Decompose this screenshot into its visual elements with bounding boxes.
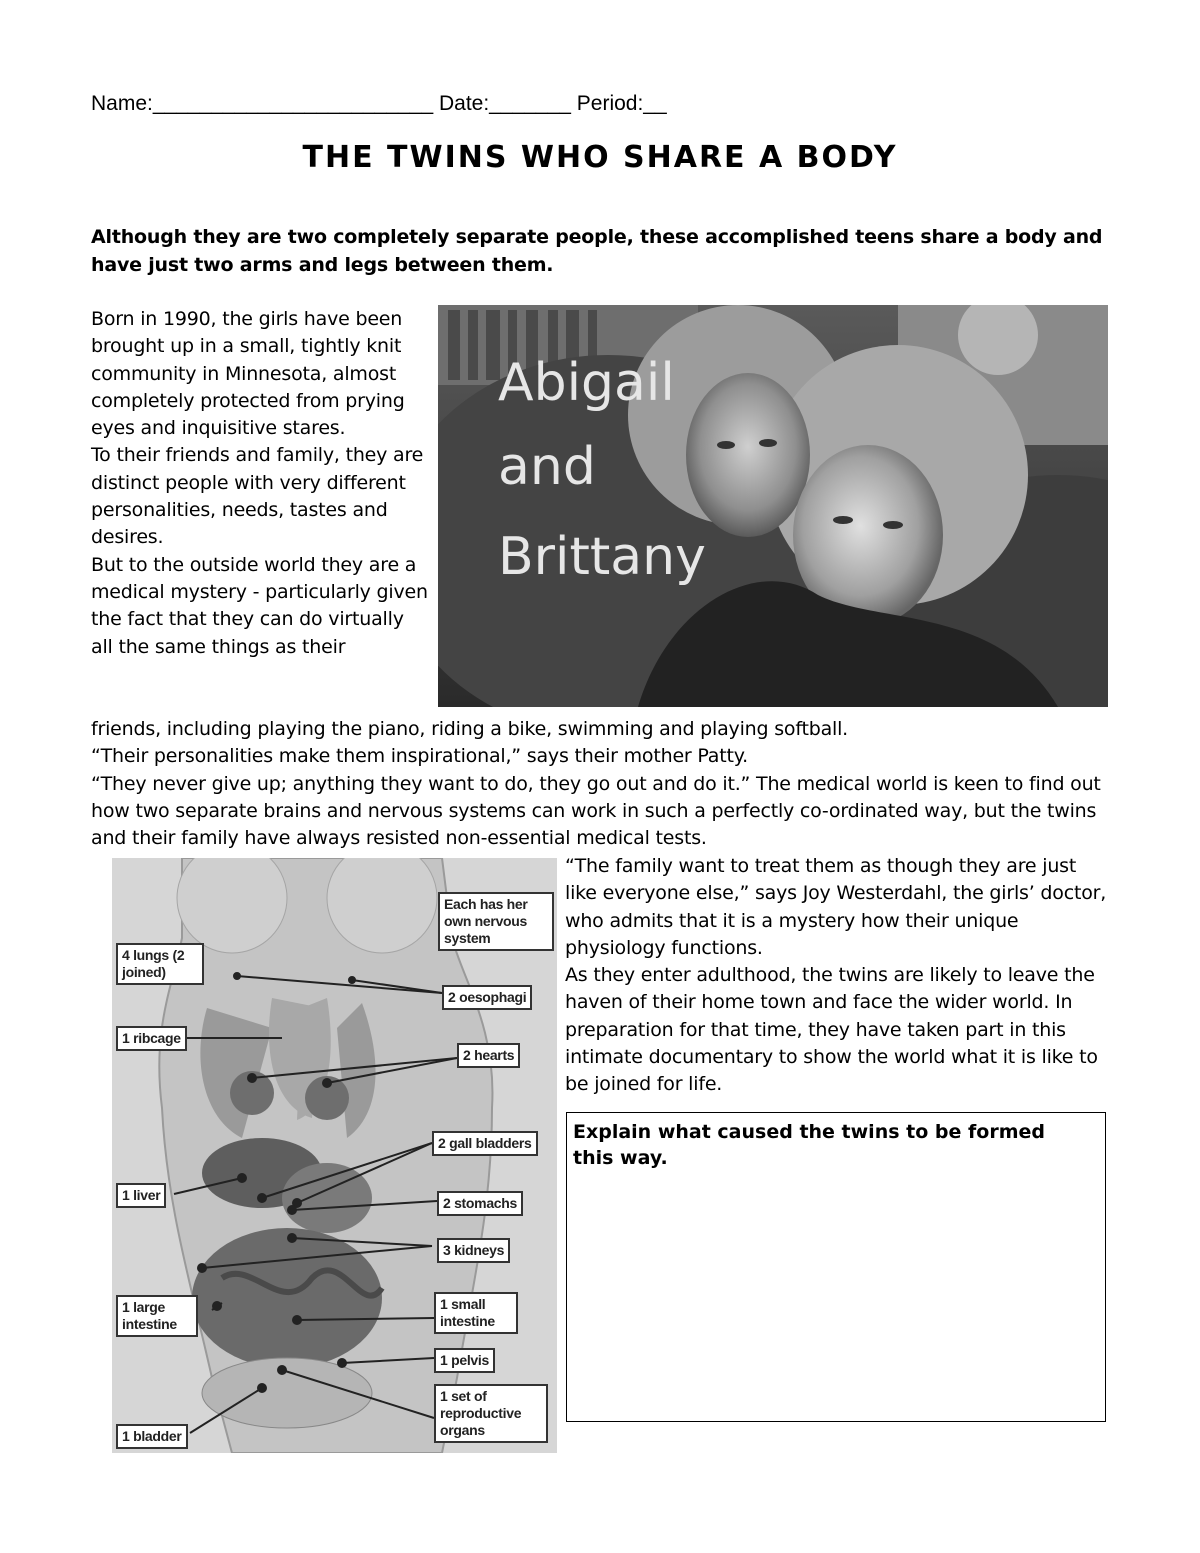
label-hearts: 2 hearts: [457, 1043, 520, 1068]
photo-caption-line3: Brittany: [498, 527, 706, 587]
label-oesophagi: 2 oesophagi: [442, 985, 532, 1010]
label-large-intestine: 1 large intestine: [116, 1295, 198, 1337]
paragraph: Born in 1990, the girls have been brought up in a small, tightly knit community in Minnesota, almost completely protected from prying eyes and inquisitive stares.: [91, 308, 405, 440]
paragraph: “They never give up; anything they want to do, they go out and do it.” The medical world is keen to find out how two separate brains and nervous systems can work in such a perfectly co-ordinated way, but the twins and their family have always resisted non-essential medical tests.: [91, 772, 1101, 850]
photo-caption-line1: Abigail: [498, 353, 675, 413]
page-title: THE TWINS WHO SHARE A BODY: [302, 140, 898, 175]
label-bladder: 1 bladder: [116, 1424, 188, 1449]
label-stomachs: 2 stomachs: [437, 1191, 523, 1216]
question-prompt: Explain what caused the twins to be formed this way.: [573, 1121, 1045, 1169]
label-kidneys: 3 kidneys: [437, 1238, 510, 1263]
label-nervous-system: Each has her own nervous system: [438, 892, 554, 951]
intro-paragraph: Although they are two completely separate people, these accomplished teens share a body and have just two arms and legs between them.: [91, 226, 1103, 276]
label-small-intestine: 1 small intestine: [434, 1292, 518, 1334]
paragraph: As they enter adulthood, the twins are likely to leave the haven of their home town and face the wider world. In preparation for that time, they have taken part in this intimate documentary to show the world what it is like to be joined for life.: [565, 964, 1098, 1096]
label-gall-bladders: 2 gall bladders: [432, 1131, 538, 1156]
anatomy-diagram: [112, 858, 557, 1453]
twins-photo: [438, 305, 1108, 707]
answer-box[interactable]: [566, 1112, 1106, 1422]
name-date-period-line: Name:________________________ Date:_______ Period:__: [91, 92, 667, 115]
label-reproductive-organs: 1 set of reproductive organs: [434, 1384, 548, 1443]
right-column-text: [565, 853, 1110, 1099]
paragraph: To their friends and family, they are distinct people with very different personalities, needs, tastes and desires.: [91, 444, 424, 549]
label-liver: 1 liver: [116, 1183, 166, 1208]
label-lungs: 4 lungs (2 joined): [116, 943, 204, 985]
label-ribcage: 1 ribcage: [116, 1026, 187, 1051]
full-width-text: [91, 716, 1111, 852]
label-pelvis: 1 pelvis: [434, 1348, 495, 1373]
paragraph: friends, including playing the piano, riding a bike, swimming and playing softball.: [91, 718, 849, 740]
paragraph: “The family want to treat them as though they are just like everyone else,” says Joy Westerdahl, the girls’ doctor, who admits that it is a mystery how their unique physiology functions.: [565, 855, 1107, 959]
left-column-text: [91, 306, 431, 661]
paragraph: “Their personalities make them inspirational,” says their mother Patty.: [91, 745, 748, 768]
paragraph: But to the outside world they are a medical mystery - particularly given the fact that they can do virtually all the same things as their: [91, 553, 428, 658]
photo-caption-line2: and: [498, 437, 596, 497]
